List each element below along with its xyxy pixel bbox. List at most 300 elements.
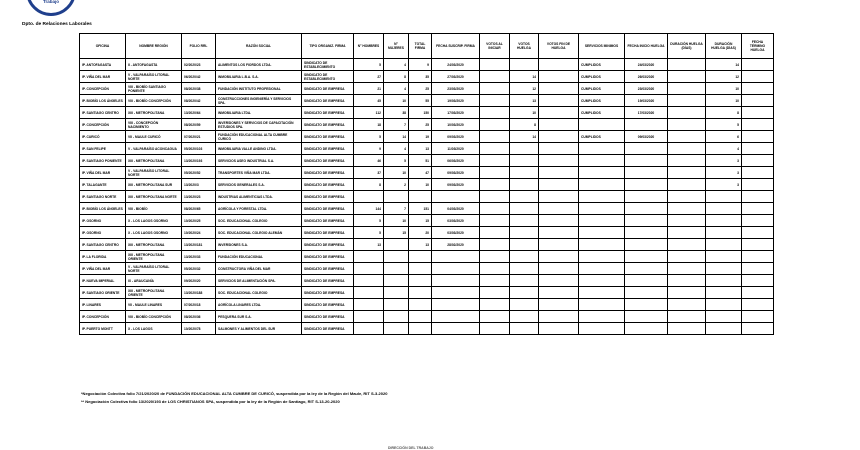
table-cell: 13/2020/188 [182, 287, 216, 299]
table-cell [742, 263, 774, 275]
table-cell [625, 287, 668, 299]
table-cell [409, 191, 432, 203]
table-cell [742, 287, 774, 299]
table-cell: INVERSIONES S.A. [216, 239, 302, 251]
table-cell [432, 263, 480, 275]
table-cell [432, 311, 480, 323]
table-cell: SALMONES Y ALIMENTOS DEL SUR [216, 323, 302, 335]
table-cell: XIII - METROPOLITANA SUR [126, 179, 182, 191]
table-cell: PESQUERA SUR S.A. [216, 311, 302, 323]
table-cell [579, 215, 625, 227]
table-cell: SINDICATO DE EMPRESA [302, 239, 354, 251]
table-cell: 37 [354, 167, 384, 179]
table-cell: SINDICATO DE EMPRESA [302, 311, 354, 323]
table-cell [742, 107, 774, 119]
table-cell [742, 275, 774, 287]
table-cell [539, 287, 579, 299]
table-cell [539, 155, 579, 167]
table-cell: 18 [354, 119, 384, 131]
table-cell [706, 239, 742, 251]
table-cell: FUNDACIÓN EDUCACIONAL ALTA CUMBRE CURICÓ [216, 131, 302, 143]
column-header: N° MUJERES [384, 34, 409, 59]
table-cell: AGRÍCOLA LINARES LTDA. [216, 299, 302, 311]
table-cell [625, 143, 668, 155]
table-cell: X - LOS LAGOS [126, 323, 182, 335]
table-cell [480, 191, 510, 203]
table-cell [625, 191, 668, 203]
table-cell [539, 59, 579, 71]
table-cell [625, 167, 668, 179]
table-row [80, 131, 774, 143]
table-cell [539, 299, 579, 311]
table-cell [668, 191, 706, 203]
table-cell: SINDICATO DE EMPRESA [302, 323, 354, 335]
table-cell [668, 215, 706, 227]
table-cell [668, 95, 706, 107]
table-cell: SOC. EDUCACIONAL COLEGIO [216, 287, 302, 299]
table-cell [432, 299, 480, 311]
table-cell [625, 119, 668, 131]
table-cell: 07/2020/21 [182, 131, 216, 143]
table-cell: SOC. EDUCACIONAL COLEGIO [216, 215, 302, 227]
table-cell: 06/2020/42 [182, 71, 216, 83]
table-cell [480, 287, 510, 299]
table-cell [510, 263, 539, 275]
table-cell [480, 203, 510, 215]
table-cell: SINDICATO DE EMPRESA [302, 203, 354, 215]
table-cell: 08/2020/59 [182, 119, 216, 131]
table-cell [480, 263, 510, 275]
table-cell: 09/03/2020 [432, 179, 480, 191]
table-cell: 151 [409, 203, 432, 215]
table-cell: VII - MAULE LINARES [126, 299, 182, 311]
table-cell: V - VALPARAÍSO ACONCAGUA [126, 143, 182, 155]
table-cell [354, 191, 384, 203]
table-cell: SINDICATO DE EMPRESA [302, 167, 354, 179]
table-cell [409, 287, 432, 299]
table-cell: SINDICATO DE EMPRESA [302, 155, 354, 167]
table-cell: 12 [510, 83, 539, 95]
column-header: NOMBRE REGIÓN [126, 34, 182, 59]
table-cell [510, 287, 539, 299]
table-cell: 19 [409, 131, 432, 143]
table-cell: 9 [409, 59, 432, 71]
table-cell: CONSTRUCTORA VIÑA DEL MAR [216, 263, 302, 275]
table-cell [742, 119, 774, 131]
table-row [80, 143, 774, 155]
table-cell [706, 299, 742, 311]
table-cell [432, 275, 480, 287]
table-cell: FUNDACIÓN INSTITUTO PROFESIONAL [216, 83, 302, 95]
table-cell [510, 227, 539, 239]
table-cell: IP. CONCEPCIÓN [80, 119, 126, 131]
table-body [80, 59, 774, 335]
table-cell: 7 [384, 203, 409, 215]
table-cell [625, 203, 668, 215]
table-cell: 51 [409, 155, 432, 167]
table-cell: 5 [354, 227, 384, 239]
table-cell [742, 203, 774, 215]
table-cell: 4 [384, 143, 409, 155]
table-cell: 13 [409, 239, 432, 251]
table-row [80, 263, 774, 275]
table-cell: IP. SANTIAGO ORIENTE [80, 287, 126, 299]
table-cell: SINDICATO DE EMPRESA [302, 227, 354, 239]
table-cell: 12 [706, 71, 742, 83]
table-cell: 13/2020/3 [182, 179, 216, 191]
table-cell [409, 299, 432, 311]
table-cell [706, 323, 742, 335]
table-cell: V - VALPARAÍSO LITORAL NORTE [126, 71, 182, 83]
table-cell: 28/02/2020 [432, 239, 480, 251]
table-cell: IP. BIOBÍO LOS ÁNGELES [80, 203, 126, 215]
table-cell: 9 [354, 143, 384, 155]
table-cell: SINDICATO DE EMPRESA [302, 251, 354, 263]
table-cell: SINDICATO DE EMPRESA [302, 131, 354, 143]
table-cell [539, 95, 579, 107]
table-cell: AGRÍCOLA Y FORESTAL LTDA. [216, 203, 302, 215]
table-cell [742, 143, 774, 155]
table-row [80, 215, 774, 227]
table-cell [539, 179, 579, 191]
table-cell: 10 [384, 215, 409, 227]
table-cell [480, 167, 510, 179]
table-cell [539, 239, 579, 251]
table-cell [742, 311, 774, 323]
table-cell: 10 [384, 167, 409, 179]
table-cell: IP. NUEVA IMPERIAL [80, 275, 126, 287]
table-row [80, 251, 774, 263]
table-cell: 17/03/2020 [432, 107, 480, 119]
table-cell [668, 155, 706, 167]
table-cell [409, 251, 432, 263]
table-cell [742, 83, 774, 95]
table-cell [409, 311, 432, 323]
table-cell [539, 275, 579, 287]
table-cell [409, 323, 432, 335]
table-cell: INMOBILIARIA VALLE ANDINO LTDA. [216, 143, 302, 155]
table-cell [432, 251, 480, 263]
column-header: DURACIÓN HUELGA (DÍAS) [706, 34, 742, 59]
table-cell [539, 263, 579, 275]
table-cell [539, 167, 579, 179]
table-cell [579, 143, 625, 155]
table-cell [742, 239, 774, 251]
table-cell [354, 299, 384, 311]
table-cell: XIII - METROPOLITANA [126, 107, 182, 119]
table-cell: 5 [384, 155, 409, 167]
table-cell [384, 311, 409, 323]
table-cell [539, 131, 579, 143]
column-header: N° HOMBRES [354, 34, 384, 59]
column-header: DURACIÓN HUELGA (DÍAS) [668, 34, 706, 59]
table-cell [668, 263, 706, 275]
table-cell: 4 [384, 83, 409, 95]
table-row [80, 275, 774, 287]
column-header: SERVICIOS MINIMOS [579, 34, 625, 59]
table-cell [384, 323, 409, 335]
table-cell [510, 59, 539, 71]
table-cell: IP. VIÑA DEL MAR [80, 263, 126, 275]
column-header: TIPO ORGANIZ. FIRMA [302, 34, 354, 59]
table-cell: SERVICIOS DE ALIMENTACIÓN SPA. [216, 275, 302, 287]
table-cell: 8 [706, 107, 742, 119]
table-cell: 10 [706, 83, 742, 95]
table-row [80, 287, 774, 299]
table-cell: 27/03/2020 [432, 71, 480, 83]
table-cell [742, 167, 774, 179]
table-cell: IP. LINARES [80, 299, 126, 311]
table-cell: 10/03/2020 [432, 119, 480, 131]
table-cell [384, 191, 409, 203]
table-cell [668, 143, 706, 155]
table-cell: SINDICATO DE ESTABLECIMIENTO [302, 71, 354, 83]
table-cell [668, 59, 706, 71]
table-cell: IP. VIÑA DEL MAR [80, 167, 126, 179]
table-cell: 10/2020/25 [182, 215, 216, 227]
table-cell [432, 191, 480, 203]
table-cell [742, 155, 774, 167]
table-cell [579, 119, 625, 131]
table-cell: 05/2020/32 [182, 263, 216, 275]
table-cell: IP. CONCEPCIÓN [80, 311, 126, 323]
table-cell: IX - ARAUCANÍA [126, 275, 182, 287]
table-cell: XIII - METROPOLITANA ORIENTE [126, 251, 182, 263]
table-cell [539, 119, 579, 131]
table-cell: SINDICATO DE ESTABLECIMIENTO [302, 59, 354, 71]
table-row [80, 71, 774, 83]
table-cell: CUMPLIDOS [579, 59, 625, 71]
column-header: FOLIO RRL [182, 34, 216, 59]
table-cell [579, 287, 625, 299]
table-cell [579, 179, 625, 191]
table-cell [384, 287, 409, 299]
table-cell [742, 299, 774, 311]
table-cell [668, 227, 706, 239]
table-cell [579, 251, 625, 263]
table-cell: FUNDACIÓN EDUCACIONAL [216, 251, 302, 263]
table-cell [668, 239, 706, 251]
table-cell [480, 215, 510, 227]
table-row [80, 311, 774, 323]
table-cell: INVERSIONES Y SERVICIOS DE CAPACITACIÓN ESTUDIOS SPA. [216, 119, 302, 131]
table-cell [510, 143, 539, 155]
table-cell: X - LOS LAGOS OSORNO [126, 215, 182, 227]
table-row [80, 107, 774, 119]
table-cell: 112 [354, 107, 384, 119]
table-cell: IP. SANTIAGO CENTRO [80, 107, 126, 119]
table-cell: 13/2020/193 [182, 155, 216, 167]
table-cell: VIII - BIOBÍO SANTIAGO PONIENTE [126, 83, 182, 95]
table-cell: IP. ANTOFAGASTA [80, 59, 126, 71]
table-cell: 25 [409, 119, 432, 131]
table-cell: 10/2020/78 [182, 323, 216, 335]
table-cell: INMOBILIARIA LTDA. [216, 107, 302, 119]
table-cell: 47 [409, 167, 432, 179]
table-cell: IP. TALAGANTE [80, 179, 126, 191]
table-cell [668, 323, 706, 335]
table-cell [539, 311, 579, 323]
table-cell [625, 155, 668, 167]
table-cell [668, 71, 706, 83]
table-cell: 03/03/2020 [432, 215, 480, 227]
table-cell [384, 239, 409, 251]
table-cell: TRANSPORTES VIÑA MAR LTDA. [216, 167, 302, 179]
table-cell: 06/03/2020 [432, 155, 480, 167]
table-cell: SINDICATO DE EMPRESA [302, 215, 354, 227]
column-header: TOTAL FIRMA [409, 34, 432, 59]
footnotes [81, 390, 387, 405]
table-cell: 13 [409, 143, 432, 155]
table-cell [668, 311, 706, 323]
table-cell: 13/2020/23 [182, 191, 216, 203]
table-row [80, 155, 774, 167]
table-row [80, 119, 774, 131]
table-cell: VIII - BIOBÍO CONCEPCIÓN [126, 95, 182, 107]
table-cell: V - VALPARAÍSO LITORAL NORTE [126, 167, 182, 179]
page-footer: DIRECCIÓN DEL TRABAJO [388, 446, 434, 450]
table-cell: SINDICATO DE EMPRESA [302, 263, 354, 275]
table-cell: ALIMENTOS LOS FIORDOS LTDA. [216, 59, 302, 71]
table-cell [510, 251, 539, 263]
column-header: FECHA SUSCRIP. FIRMA [432, 34, 480, 59]
table-cell [480, 71, 510, 83]
table-cell: 15 [384, 227, 409, 239]
column-header: RAZÓN SOCIAL [216, 34, 302, 59]
table-cell: IP. PUERTO MONTT [80, 323, 126, 335]
table-cell: 24/03/2020 [625, 59, 668, 71]
table-cell: 15 [409, 215, 432, 227]
table-row [80, 191, 774, 203]
table-cell [706, 287, 742, 299]
logo [26, 0, 76, 16]
table-cell [510, 299, 539, 311]
table-cell [480, 227, 510, 239]
table-cell [742, 251, 774, 263]
table-cell [384, 263, 409, 275]
table-header-row [80, 34, 774, 59]
table-cell: 23/03/2020 [432, 83, 480, 95]
table-cell: 05/2020/52 [182, 167, 216, 179]
table-cell: II - ANTOFAGASTA [126, 59, 182, 71]
table-cell: 23/03/2020 [625, 83, 668, 95]
table-cell: VIII - CONCEPCIÓN NACIMIENTO [126, 119, 182, 131]
table-cell: 8 [384, 71, 409, 83]
table-cell [539, 323, 579, 335]
table-cell: CUMPLIDOS [579, 83, 625, 95]
table-cell [384, 275, 409, 287]
table-cell: IP. OSORNO [80, 215, 126, 227]
footnote: *Negociación Colectiva folio 7/21/2020/20 de FUNDACIÓN EDUCACIONAL ALTA CUMBRE DE CURICÓ, suspendida por la ley de la Región del Maule, RIT S-3-2020 [81, 391, 388, 396]
table-cell: 19/03/2020 [432, 95, 480, 107]
table-cell: 11/03/2020 [432, 143, 480, 155]
table-cell: 08/2020/36 [182, 311, 216, 323]
table-cell [480, 251, 510, 263]
table-cell: 09/03/2020 [432, 131, 480, 143]
column-header: VOTOS AL INICIAR [480, 34, 510, 59]
table-cell: 4 [384, 59, 409, 71]
table-cell: 07/2020/18 [182, 299, 216, 311]
table-row [80, 95, 774, 107]
table-cell: IP. CURICÓ [80, 131, 126, 143]
table-cell: XIII - METROPOLITANA NORTE [126, 191, 182, 203]
table-cell [539, 215, 579, 227]
table-cell [625, 323, 668, 335]
table-row [80, 203, 774, 215]
strikes-table [79, 33, 774, 335]
table-cell: 3 [706, 179, 742, 191]
table-cell: IP. SAN FELIPE [80, 143, 126, 155]
table-cell [480, 83, 510, 95]
table-cell [625, 239, 668, 251]
table-cell: 38 [384, 107, 409, 119]
table-cell [384, 251, 409, 263]
table-row [80, 179, 774, 191]
table-cell [480, 323, 510, 335]
table-cell [706, 275, 742, 287]
table-cell [480, 299, 510, 311]
table-cell: SINDICATO DE EMPRESA [302, 95, 354, 107]
table-cell: 13/2020/181 [182, 239, 216, 251]
table-cell: 7 [384, 119, 409, 131]
table-cell [510, 275, 539, 287]
table-cell: SINDICATO DE EMPRESA [302, 287, 354, 299]
logo-text: Trabajo [42, 0, 59, 4]
table-row [80, 299, 774, 311]
table-cell [510, 203, 539, 215]
table-cell: 3 [706, 155, 742, 167]
column-header: VOTOS FIN DE HUELGA [539, 34, 579, 59]
table-cell: VIII - BIOBÍO [126, 203, 182, 215]
column-header: FECHA INICIO HUELGA [625, 34, 668, 59]
table-cell [579, 311, 625, 323]
table-cell: SINDICATO DE EMPRESA [302, 275, 354, 287]
table-cell [668, 299, 706, 311]
table-row [80, 83, 774, 95]
table-cell [579, 275, 625, 287]
table-cell [579, 299, 625, 311]
table-cell [668, 83, 706, 95]
table-cell: 5 [354, 59, 384, 71]
table-cell: 17/03/2020 [625, 107, 668, 119]
table-cell: IP. BIOBÍO LOS ÁNGELES [80, 95, 126, 107]
table-cell: SINDICATO DE EMPRESA [302, 119, 354, 131]
table-cell [384, 299, 409, 311]
table-cell: IP. CONCEPCIÓN [80, 83, 126, 95]
table-cell [706, 191, 742, 203]
table-cell: 03/03/2020 [432, 227, 480, 239]
table-cell [432, 323, 480, 335]
table-cell: X - LOS LAGOS OSORNO [126, 227, 182, 239]
table-cell: 13 [510, 95, 539, 107]
table-cell [579, 167, 625, 179]
table-cell: XIII - METROPOLITANA [126, 155, 182, 167]
table-cell [510, 215, 539, 227]
table-cell [742, 323, 774, 335]
table-cell [354, 287, 384, 299]
footnote: ** Negociación Colectiva folio 13/2020/193 de LOS CHRISTIANOS SPA, suspendida por la ley de la Región de Santiago, RIT S-13-20-2020 [81, 398, 340, 404]
table-cell [539, 191, 579, 203]
table-cell [480, 95, 510, 107]
table-cell [480, 179, 510, 191]
table-cell [668, 179, 706, 191]
table-cell: IP. OSORNO [80, 227, 126, 239]
table-cell [480, 155, 510, 167]
table-cell: 26/03/2020 [625, 71, 668, 83]
table-cell: 21 [354, 83, 384, 95]
table-row [80, 167, 774, 179]
table-cell: 09/03/2020 [625, 131, 668, 143]
